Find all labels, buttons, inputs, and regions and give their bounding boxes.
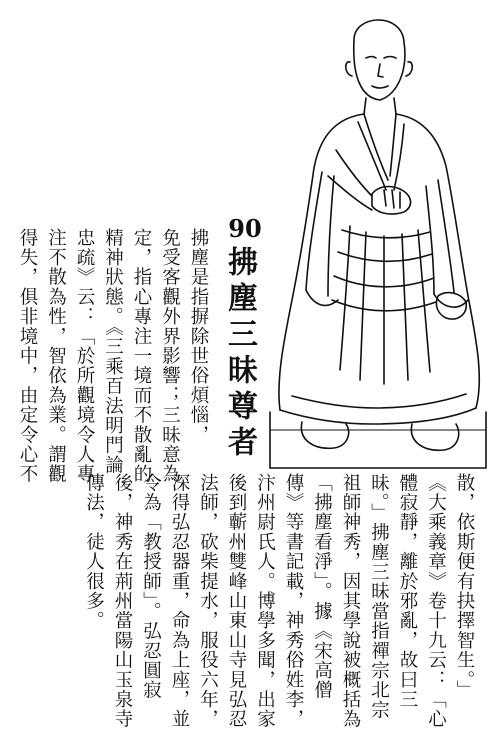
text-column: 法師，砍柴提水，服役六年， [197, 473, 219, 730]
text-column: 散，依斯便有抉擇智生。」 [454, 473, 475, 701]
text-column: 傳》等書記載，神秀俗姓李， [283, 473, 304, 730]
text-column: 注不散為性，智依為業。謂觀 [45, 228, 67, 485]
arhat-illustration [262, 0, 492, 470]
entry-number: 90 [228, 214, 262, 243]
text-column: 後，神秀在荊州當陽山玉泉寺 [112, 473, 133, 730]
text-column: 定，指心專注一境而不散亂的 [131, 228, 152, 485]
text-column: 忠疏》云：「於所觀境令人專 [74, 228, 95, 485]
text-column: 《大乘義章》卷十九云：「心 [425, 473, 447, 730]
text-column: 拂塵是指摒除世俗煩惱， [188, 228, 209, 445]
text-column: 體寂靜，離於邪亂，故曰三 [397, 473, 418, 710]
entry-title: 拂塵三昧尊者 [222, 246, 257, 462]
text-column: 得失，俱非境中，由定令心不 [17, 228, 38, 485]
text-column: 祖師神秀，因其學說被概括為 [340, 473, 361, 730]
text-column: 後到蘄州雙峰山東山寺見弘忍 [226, 473, 247, 730]
text-column: 「拂塵看淨」。據《宋高僧 [311, 473, 333, 701]
text-column: 汴州尉氏人。博學多聞，出家 [254, 473, 276, 730]
text-column: 昧。」拂塵三昧當指禪宗北宗 [368, 473, 390, 720]
text-column: 精神狀態。《三乘百法明門論 [102, 228, 124, 475]
text-column: 傳法，徒人很多。 [83, 473, 105, 631]
text-column: 深得弘忍器重，命為上座，並 [169, 473, 190, 730]
text-column: 令為「教授師」。弘忍圓寂 [140, 473, 162, 701]
text-column: 免受客觀外界影響；三昧意為 [159, 228, 181, 485]
body-text-lower [79, 473, 478, 741]
